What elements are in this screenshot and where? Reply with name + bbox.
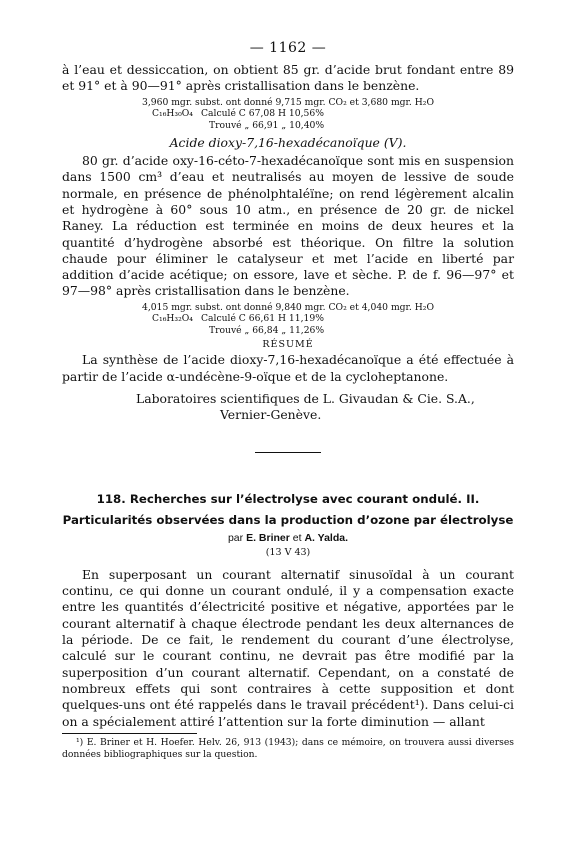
author-2: A. Yalda.: [304, 531, 349, 544]
article-title-line-2: Particularités observées dans la production d’ozone par électrolyse: [62, 512, 514, 527]
article-title-line-1: 118. Recherches sur l’électrolyse avec courant ondulé. II.: [96, 491, 480, 506]
procedure-paragraph: 80 gr. d’acide oxy-16-céto-7-hexadécanoïque sont mis en suspension dans 1500 cm³ d’eau et neutralisés au moyen de lessive de soude normale, en présence de phénolphtaléïne; on rend légèrement alcalin et hydrogène à 60° sous 10 atm., en présence de 20 gr. de nickel Raney. La réduction est terminée en moins de deux heures et la quantité d’hydrogène absorbé est théorique. On filtre la solution chaude pour éliminer le catalyseur et met l’acide en liberté par addition d’acide acétique; on essore, lave et sèche. P. de f. 96—97° et 97—98° après cristallisation dans le benzène.: [62, 153, 514, 299]
footnote-rule: [62, 733, 197, 734]
article-body: En superposant un courant alternatif sinusoïdal à un courant continu, ce qui donne un courant ondulé, il y a compensation exacte entre les quantités d’électricité positive et négative, apportées par le courant alternatif à chaque électrode pendant les deux alternances de la période. De ce fait, le rendement du courant d’une électrolyse, calculé sur le courant continu, ne devrait pas être modifié par la superposition d’un courant alternatif. Cependant, on a constaté de nombreux effets qui sont contraires à cette supposition et dont quelques-uns ont été rappelés dans le travail précédent¹). Dans celui-ci on a spécialement attiré l’attention sur la forte diminution — allant: [62, 566, 514, 729]
intro-paragraph: à l’eau et dessiccation, on obtient 85 gr. d’acide brut fondant entre 89 et 91° et à 90—91° après cristallisation dans le benzène.: [62, 62, 514, 94]
lab-line-2: Vernier-Genève.: [220, 407, 322, 423]
section-divider: [255, 452, 321, 453]
formula: C₁₆H₃₀O₄: [152, 108, 193, 120]
resume-paragraph: La synthèse de l’acide dioxy-7,16-hexadécanoïque a été effectuée à partir de l’acide α-undécène-9-oïque et de la cycloheptanone.: [62, 352, 514, 384]
analysis-line: 3,960 mgr. subst. ont donné 9,715 mgr. CO₂ et 3,680 mgr. H₂O: [142, 96, 434, 108]
page-number: — 1162 —: [249, 40, 327, 56]
author-1: E. Briner: [246, 531, 290, 544]
authors: par E. Briner et A. Yalda.: [227, 531, 349, 544]
resume-heading: RÉSUMÉ: [262, 339, 314, 351]
formula: C₁₆H₃₂O₄: [152, 313, 193, 325]
laboratory-affiliation: [136, 391, 514, 424]
found-values: Trouvé „ 66,84 „ 11,26%: [209, 324, 325, 336]
calculated-values: Calculé C 67,08 H 10,56%: [201, 108, 324, 120]
calculated-values: Calculé C 66,61 H 11,19%: [201, 313, 324, 325]
article-title: [62, 489, 514, 531]
analysis-block-1: [62, 97, 514, 132]
analysis-line: 4,015 mgr. subst. ont donné 9,840 mgr. CO₂ et 4,040 mgr. H₂O: [142, 301, 434, 313]
footnote: ¹) E. Briner et H. Hoefer. Helv. 26, 913 (1943); dans ce mémoire, on trouvera aussi diverses données bibliographiques sur la question.: [62, 736, 514, 760]
section-subheading: Acide dioxy-7,16-hexadécanoïque (V).: [169, 135, 407, 151]
found-values: Trouvé „ 66,91 „ 10,40%: [209, 119, 325, 131]
analysis-block-2: [62, 302, 514, 337]
received-date: (13 V 43): [265, 546, 311, 558]
page: [62, 40, 514, 760]
lab-line-1: Laboratoires scientifiques de L. Givaudan & Cie. S.A.,: [136, 390, 475, 406]
